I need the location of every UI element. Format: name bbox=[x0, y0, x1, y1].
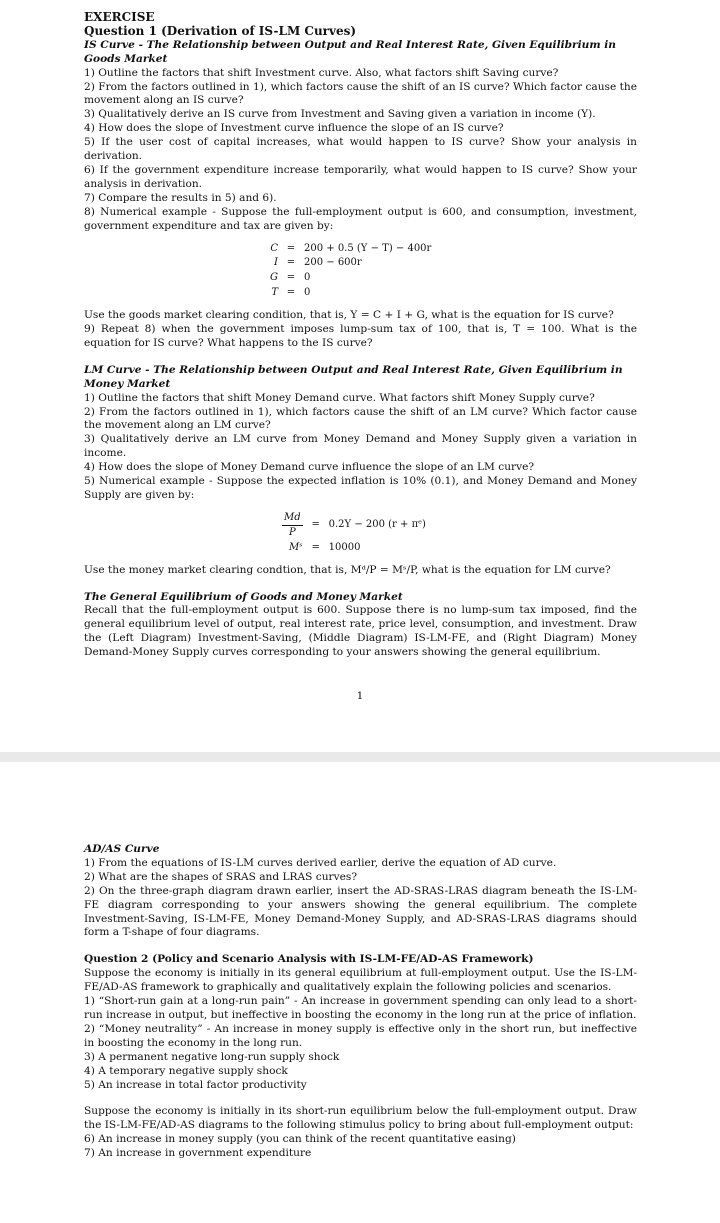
equation-rhs: 0 bbox=[304, 287, 311, 299]
equation-rhs: 0 bbox=[304, 272, 311, 284]
equation-op: = bbox=[286, 242, 296, 254]
q2-item: 5) An increase in total factor productivity bbox=[84, 1078, 307, 1091]
lm-item: 2) From the factors outlined in 1), which factors cause the shift of an LM curve? Which factor cause the movement along an LM curve? bbox=[84, 405, 637, 432]
equation-lhs: I bbox=[274, 257, 278, 269]
page-number: 1 bbox=[356, 690, 364, 702]
is-item: 4) How does the slope of Investment curve influence the slope of an IS curve? bbox=[84, 122, 504, 135]
lm-item: 5) Numerical example - Suppose the expected inflation is 10% (0.1), and Money Demand and Money Supply are given by: bbox=[84, 475, 637, 501]
q2-item: 3) A permanent negative long-run supply shock bbox=[84, 1050, 340, 1063]
is-item: 2) From the factors outlined in 1), which factors cause the shift of an IS curve? Which factor cause the movement along an IS curve? bbox=[84, 80, 637, 107]
q2-item: 2) “Money neutrality” - An increase in money supply is effective only in the short run, but ineffective in boosting the economy in the long run. bbox=[84, 1022, 637, 1049]
equation-op: = bbox=[311, 519, 320, 531]
equation-row bbox=[282, 541, 432, 556]
equation-op: = bbox=[286, 272, 296, 284]
equation-row bbox=[270, 256, 437, 271]
general-equilibrium-heading: The General Equilibrium of Goods and Money Market bbox=[84, 590, 403, 603]
lm-item: 4) How does the slope of Money Demand curve influence the slope of an LM curve? bbox=[84, 461, 535, 474]
equation-op: = bbox=[311, 541, 320, 553]
equation-lhs: T bbox=[271, 287, 278, 299]
money-demand-fraction bbox=[282, 511, 303, 540]
equation-rhs: 0.2Y − 200 (r + πᵉ) bbox=[328, 519, 426, 531]
equation-lhs: G bbox=[270, 272, 278, 284]
page-2-content bbox=[84, 843, 637, 1161]
question-2-intro-2: Suppose the economy is initially in its short-run equilibrium below the full-employment output. Draw the IS-LM-FE/AD-AS diagrams to the following stimulus policy to bring about full-employment output: bbox=[84, 1105, 637, 1132]
equation-op: = bbox=[286, 257, 296, 269]
question-2-title: Question 2 (Policy and Scenario Analysis with IS-LM-FE/AD-AS Framework) bbox=[84, 953, 534, 966]
q2-item: 4) A temporary negative supply shock bbox=[84, 1064, 288, 1077]
page-1-content bbox=[84, 11, 637, 660]
is-item: 8) Numerical example - Suppose the full-employment output is 600, and consumption, investment, government expenditure and tax are given by: bbox=[84, 205, 637, 232]
question-1-title: Question 1 (Derivation of IS-LM Curves) bbox=[84, 23, 357, 38]
lm-followup: Use the money market clearing condtion, that is, Mᵈ/P = Mˢ/P, what is the equation for LM curve? bbox=[84, 563, 611, 576]
q2-item: 1) “Short-run gain at a long-run pain” - An increase in government spending can only lead to a short-run increase in output, but ineffective in boosting the economy in the long run at the price of inflation. bbox=[84, 995, 637, 1021]
is-item: 5) If the user cost of capital increases, what would happen to IS curve? Show your analysis in derivation. bbox=[84, 136, 637, 163]
equation-lhs: C bbox=[270, 242, 278, 254]
lm-item: 1) Outline the factors that shift Money Demand curve. What factors shift Money Supply curve? bbox=[84, 391, 595, 404]
adas-item: 2) What are the shapes of SRAS and LRAS curves? bbox=[84, 870, 357, 883]
fraction-numerator: Md bbox=[282, 511, 303, 526]
is-followup: Use the goods market clearing condition, that is, Y = C + I + G, what is the equation for IS curve? bbox=[84, 309, 614, 322]
page-separator bbox=[0, 752, 720, 762]
adas-item: 2) On the three-graph diagram drawn earlier, insert the AD-SRAS-LRAS diagram beneath the IS-LM-FE diagram corresponding to your answers showing the general equilibrium. The complete Investment-Saving, IS-LM-FE, Money Demand-Money Supply, and AD-SRAS-LRAS diagrams should form a T-shape of four diagrams. bbox=[84, 884, 637, 939]
is-item: 6) If the government expenditure increase temporarily, what would happen to IS curve? Show your analysis in derivation. bbox=[84, 163, 637, 190]
adas-item: 1) From the equations of IS-LM curves derived earlier, derive the equation of AD curve. bbox=[84, 856, 557, 869]
equation-rhs: 200 + 0.5 (Y − T) − 400r bbox=[304, 242, 432, 254]
lm-item: 3) Qualitatively derive an LM curve from Money Demand and Money Supply given a variation in income. bbox=[84, 433, 637, 460]
adas-curve-heading: AD/AS Curve bbox=[84, 843, 160, 855]
equation-lhs: Mˢ bbox=[289, 541, 303, 553]
is-item: 7) Compare the results in 5) and 6). bbox=[84, 191, 277, 204]
is-followup: 9) Repeat 8) when the government imposes lump-sum tax of 100, that is, T = 100. What is the equation for IS curve? What happens to the IS curve? bbox=[84, 323, 637, 349]
equation-row bbox=[270, 286, 437, 301]
question-2-intro: Suppose the economy is initially in its general equilibrium at full-employment output. Use the IS-LM-FE/AD-AS framework to graphically and qualitatively explain the following policies and scenarios. bbox=[84, 967, 637, 994]
q2-item: 6) An increase in money supply (you can think of the recent quantitative easing) bbox=[84, 1133, 516, 1146]
is-item: 3) Qualitatively derive an IS curve from Investment and Saving given a variation in income (Y). bbox=[84, 108, 596, 121]
fraction-denominator: P bbox=[288, 526, 296, 538]
equation-op: = bbox=[286, 287, 296, 299]
document-page-2 bbox=[0, 762, 720, 1223]
lm-curve-heading: LM Curve - The Relationship between Output and Real Interest Rate, Given Equilibrium in Money Market bbox=[84, 363, 623, 390]
is-curve-heading: IS Curve - The Relationship between Output and Real Interest Rate, Given Equilibrium in Goods Market bbox=[84, 38, 616, 65]
equation-row bbox=[270, 242, 437, 257]
equation-rhs: 10000 bbox=[328, 541, 361, 553]
equation-row bbox=[282, 511, 432, 541]
is-item: 1) Outline the factors that shift Investment curve. Also, what factors shift Saving curve? bbox=[84, 66, 559, 79]
is-equation-block bbox=[84, 242, 637, 302]
exercise-title: EXERCISE bbox=[84, 10, 155, 24]
q2-item: 7) An increase in government expenditure bbox=[84, 1147, 312, 1160]
lm-equation-block bbox=[84, 511, 637, 556]
equation-row bbox=[270, 271, 437, 286]
equation-lhs bbox=[282, 511, 309, 541]
general-equilibrium-text: Recall that the full-employment output is 600. Suppose there is no lump-sum tax imposed, find the general equilibrium level of output, real interest rate, price level, consumption, and investment. Draw the (Left Diagram) Investment-Saving, (Middle Diagram) IS-LM-FE, and (Right Diagram) Money Demand-Money Supply curves corresponding to your answers showing the general equilibrium. bbox=[84, 604, 637, 659]
equation-rhs: 200 − 600r bbox=[304, 257, 362, 269]
